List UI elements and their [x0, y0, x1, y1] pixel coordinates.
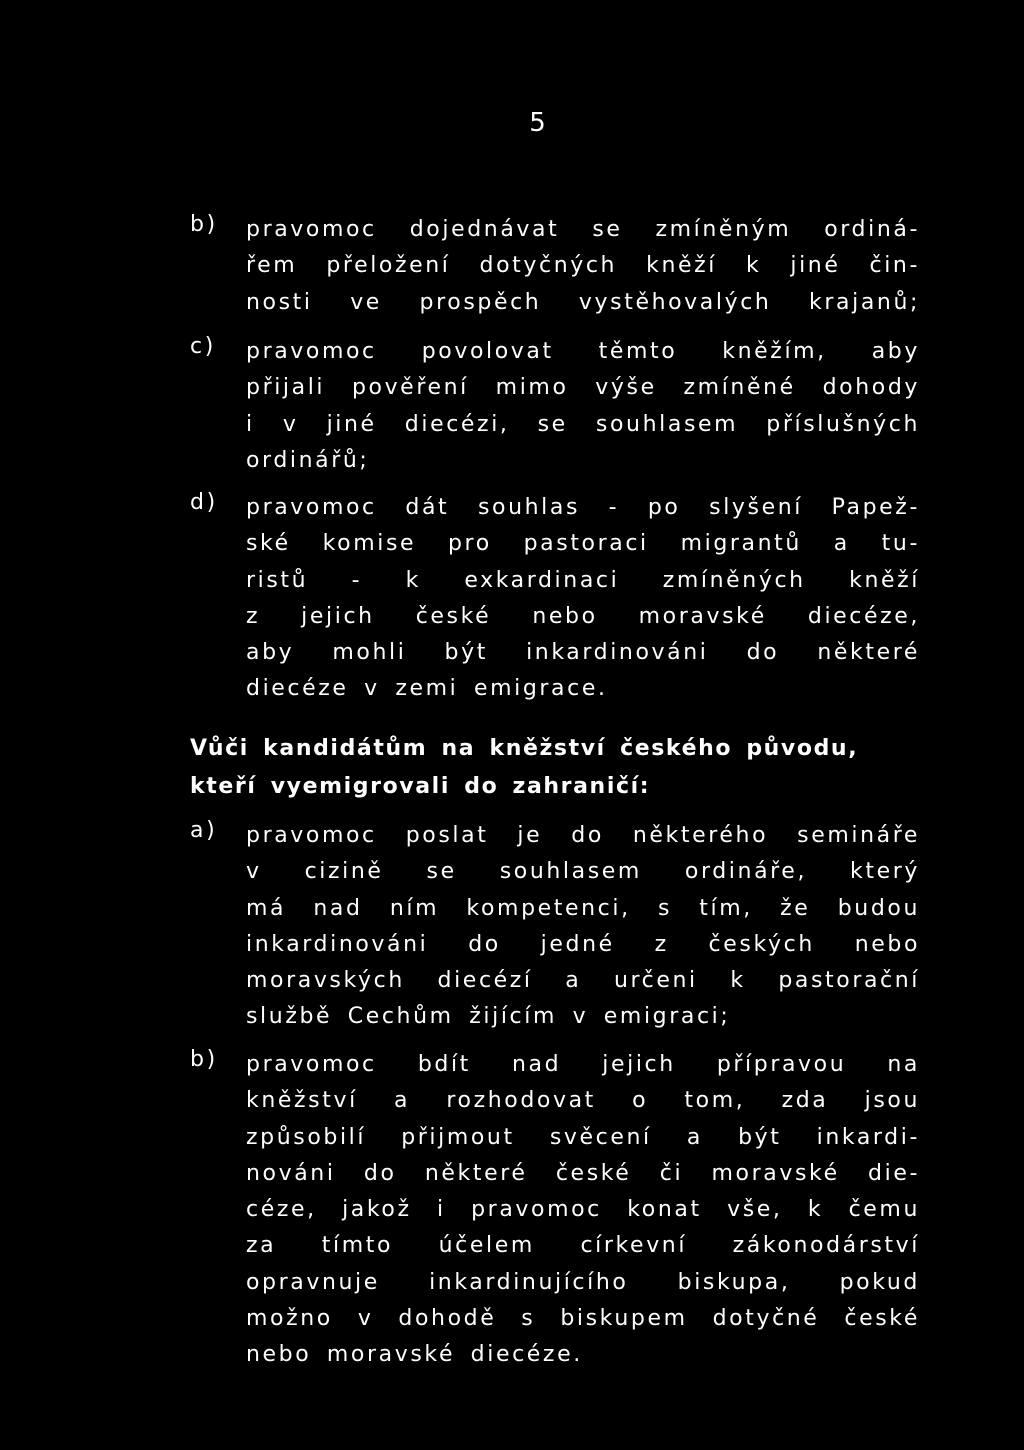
text-line: nováni do některé české či moravské die-	[246, 1160, 920, 1186]
text-line: nosti ve prospěch vystěhovalých krajanů;	[246, 289, 920, 315]
text-line: pravomoc povolovat těmto kněžím, aby	[246, 339, 920, 364]
text-line: způsobilí přijmout svěcení a být inkardi-	[246, 1124, 920, 1150]
text-line: z jejich české nebo moravské diecéze,	[246, 603, 920, 629]
list-marker: c)	[190, 334, 216, 359]
list-item-b-jurisdiction	[190, 212, 920, 321]
text-line: kněžství a rozhodovat o tom, zda jsou	[246, 1088, 920, 1114]
text-line: pravomoc bdít nad jejich přípravou na	[246, 1052, 920, 1077]
list-marker: a)	[190, 818, 218, 843]
list-marker: b)	[190, 1047, 218, 1072]
text-line: ristů - k exkardinaci zmíněných kněží	[246, 567, 920, 593]
text-line: pravomoc poslat je do některého semináře	[246, 823, 920, 848]
text-line: ské komise pro pastoraci migrantů a tu-	[246, 531, 920, 557]
text-line: možno v dohodě s biskupem dotyčné české	[246, 1306, 920, 1332]
list-item-b-preparation	[190, 1047, 920, 1374]
text-line: nebo moravské diecéze.	[246, 1342, 583, 1368]
list-item-a-seminary	[190, 818, 920, 1036]
text-line: aby mohli být inkardinováni do některé	[246, 640, 920, 666]
text-line: moravských diecézí a určeni k pastorační	[246, 968, 920, 994]
text-line: za tímto účelem církevní zákonodárství	[246, 1233, 920, 1259]
text-line: inkardinováni do jedné z českých nebo	[246, 931, 920, 957]
text-line: céze, jakož i pravomoc konat vše, k čemu	[246, 1197, 920, 1223]
section-heading	[190, 730, 930, 806]
heading-line: kteří vyemigrovali do zahraničí:	[190, 774, 651, 799]
text-line: i v jiné diecézi, se souhlasem příslušných	[246, 411, 920, 437]
text-line: pravomoc dojednávat se zmíněným ordiná-	[246, 217, 920, 242]
text-line: pravomoc dát souhlas - po slyšení Papež-	[246, 495, 920, 520]
text-line: ordinářů;	[246, 447, 370, 473]
list-item-d-consent	[190, 490, 920, 708]
list-marker: b)	[190, 212, 218, 237]
text-line: řem přeložení dotyčných kněží k jiné čin-	[246, 253, 920, 279]
text-line: opravnuje inkardinujícího biskupa, pokud	[246, 1269, 920, 1295]
text-line: službě Cechům žijícím v emigraci;	[246, 1004, 731, 1030]
list-item-c-permission	[190, 334, 920, 479]
text-line: v cizině se souhlasem ordináře, který	[246, 859, 920, 885]
list-marker: d)	[190, 490, 218, 515]
page-number: 5	[529, 108, 547, 138]
heading-line: Vůči kandidátům na kněžství českého původu,	[190, 736, 859, 761]
text-line: má nad ním kompetenci, s tím, že budou	[246, 895, 920, 921]
text-line: diecéze v zemi emigrace.	[246, 676, 608, 702]
text-line: přijali pověření mimo výše zmíněné dohody	[246, 375, 920, 401]
